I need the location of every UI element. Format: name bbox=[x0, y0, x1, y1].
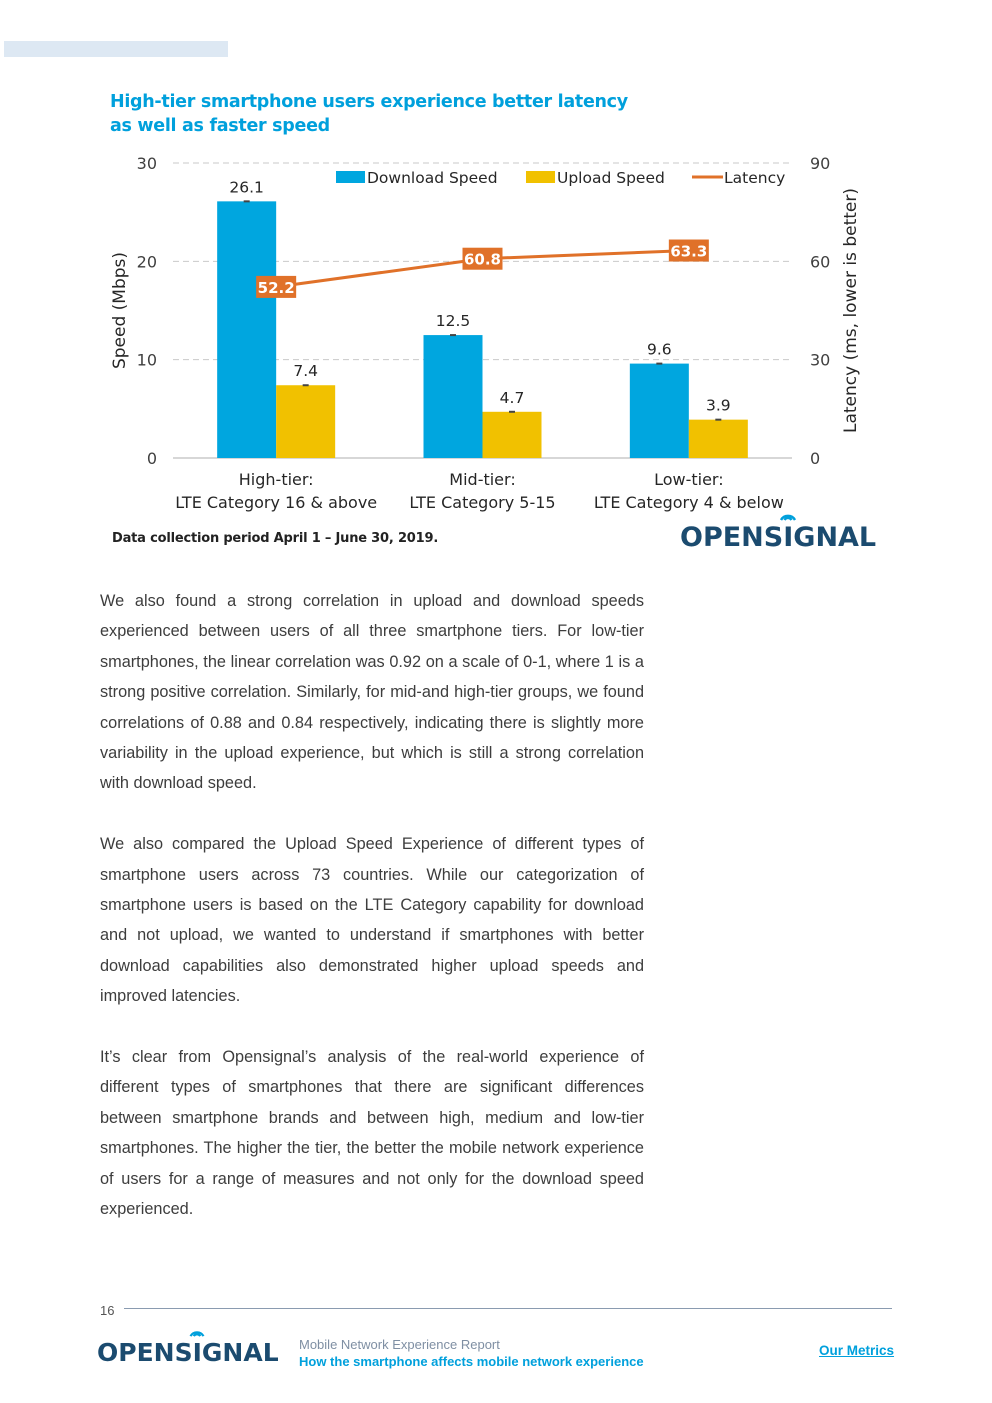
latency-value-label: 63.3 bbox=[670, 242, 708, 261]
opensignal-logo bbox=[680, 522, 876, 553]
y2-tick-label: 60 bbox=[810, 252, 831, 272]
download-bar bbox=[424, 335, 483, 458]
download-value-label: 9.6 bbox=[647, 340, 672, 359]
y2-tick-label: 0 bbox=[810, 449, 821, 468]
y-axis-title: Speed (Mbps) bbox=[110, 251, 130, 370]
page-number: 16 bbox=[100, 1303, 115, 1318]
legend-label-upload: Upload Speed bbox=[557, 169, 665, 187]
logo-text-open: OPENS bbox=[680, 522, 784, 553]
upload-value-label: 3.9 bbox=[706, 396, 731, 415]
upload-bar bbox=[689, 420, 748, 458]
category-label-line-2: LTE Category 16 & above bbox=[175, 493, 378, 512]
paragraph-3: It’s clear from Opensignal’s analysis of the real-world experience of different types of smartphones that there are significant differences between smartphone brands and between high, medium and low-tier smartphones. The higher the tier, the better the mobile network experience of users for a range of measures and not only for the download speed experienced. bbox=[100, 1048, 644, 1219]
download-value-label: 26.1 bbox=[229, 178, 264, 197]
download-bar bbox=[217, 201, 276, 458]
category-label-line-1: Mid-tier: bbox=[449, 470, 516, 489]
category-label-line-2: LTE Category 5-15 bbox=[409, 493, 556, 512]
chart-note: Data collection period April 1 – June 30, 2019. bbox=[112, 531, 439, 546]
category-label-line-1: High-tier: bbox=[238, 470, 314, 489]
footer-report-subtitle: How the smartphone affects mobile network experience bbox=[299, 1354, 644, 1369]
chart-title bbox=[110, 90, 670, 138]
y2-axis-title: Latency (ms, lower is better) bbox=[841, 188, 861, 433]
legend-label-latency: Latency bbox=[724, 169, 786, 187]
logo-text-gnal: GNAL bbox=[793, 522, 877, 553]
category-label-line-1: Low-tier: bbox=[654, 470, 724, 489]
body-text bbox=[100, 586, 644, 1255]
upload-bar bbox=[276, 385, 335, 458]
y-tick-label: 20 bbox=[136, 252, 157, 272]
legend-swatch-upload bbox=[526, 171, 555, 183]
download-bar bbox=[630, 364, 689, 458]
speed-latency-chart bbox=[100, 148, 880, 518]
upload-bar bbox=[483, 412, 542, 458]
y2-tick-label: 90 bbox=[810, 154, 831, 173]
our-metrics-link[interactable]: Our Metrics bbox=[819, 1343, 895, 1358]
y-tick-label: 10 bbox=[136, 350, 157, 370]
category-label-line-2: LTE Category 4 & below bbox=[593, 493, 784, 512]
legend-label-download: Download Speed bbox=[367, 169, 498, 187]
paragraph-2: We also compared the Upload Speed Experience of different types of smartphone users across 73 countries. While our categorization of smartphone users is based on the LTE Category capability for download and not upload, we wanted to understand if smartphones with better download capabilities also demonstrated higher upload speeds and improved latencies. bbox=[100, 835, 644, 1006]
upload-value-label: 7.4 bbox=[293, 362, 318, 381]
logo-i: I bbox=[783, 522, 793, 553]
signal-wave-icon bbox=[779, 508, 797, 522]
footer-signal-wave-icon bbox=[189, 1325, 206, 1338]
y2-tick-label: 30 bbox=[810, 350, 831, 370]
header-accent-bar bbox=[4, 41, 228, 57]
paragraph-1: We also found a strong correlation in upload and download speeds experienced between users of all three smartphone tiers. For low-tier smartphones, the linear correlation was 0.92 on a scale of 0-1, where 1 is a strong positive correlation. Similarly, for mid-and high-tier groups, we found correlations of 0.88 and 0.84 respectively, indicating there is slightly more variability in the upload experience, but which is still a strong correlation with download speed. bbox=[100, 592, 644, 793]
chart-title-line-1: High-tier smartphone users experience better latency bbox=[110, 92, 628, 112]
footer-report-title: Mobile Network Experience Report bbox=[299, 1337, 500, 1352]
footer-divider bbox=[124, 1308, 892, 1309]
y-tick-label: 30 bbox=[136, 154, 157, 173]
chart-title-line-2: as well as faster speed bbox=[110, 116, 330, 136]
upload-value-label: 4.7 bbox=[499, 388, 525, 407]
y-tick-label: 0 bbox=[146, 449, 157, 468]
latency-value-label: 60.8 bbox=[463, 250, 502, 269]
latency-value-label: 52.2 bbox=[257, 278, 295, 297]
footer-opensignal-logo: OPENSI GNAL bbox=[97, 1338, 279, 1367]
download-value-label: 12.5 bbox=[435, 312, 471, 331]
legend-swatch-download bbox=[336, 171, 365, 183]
